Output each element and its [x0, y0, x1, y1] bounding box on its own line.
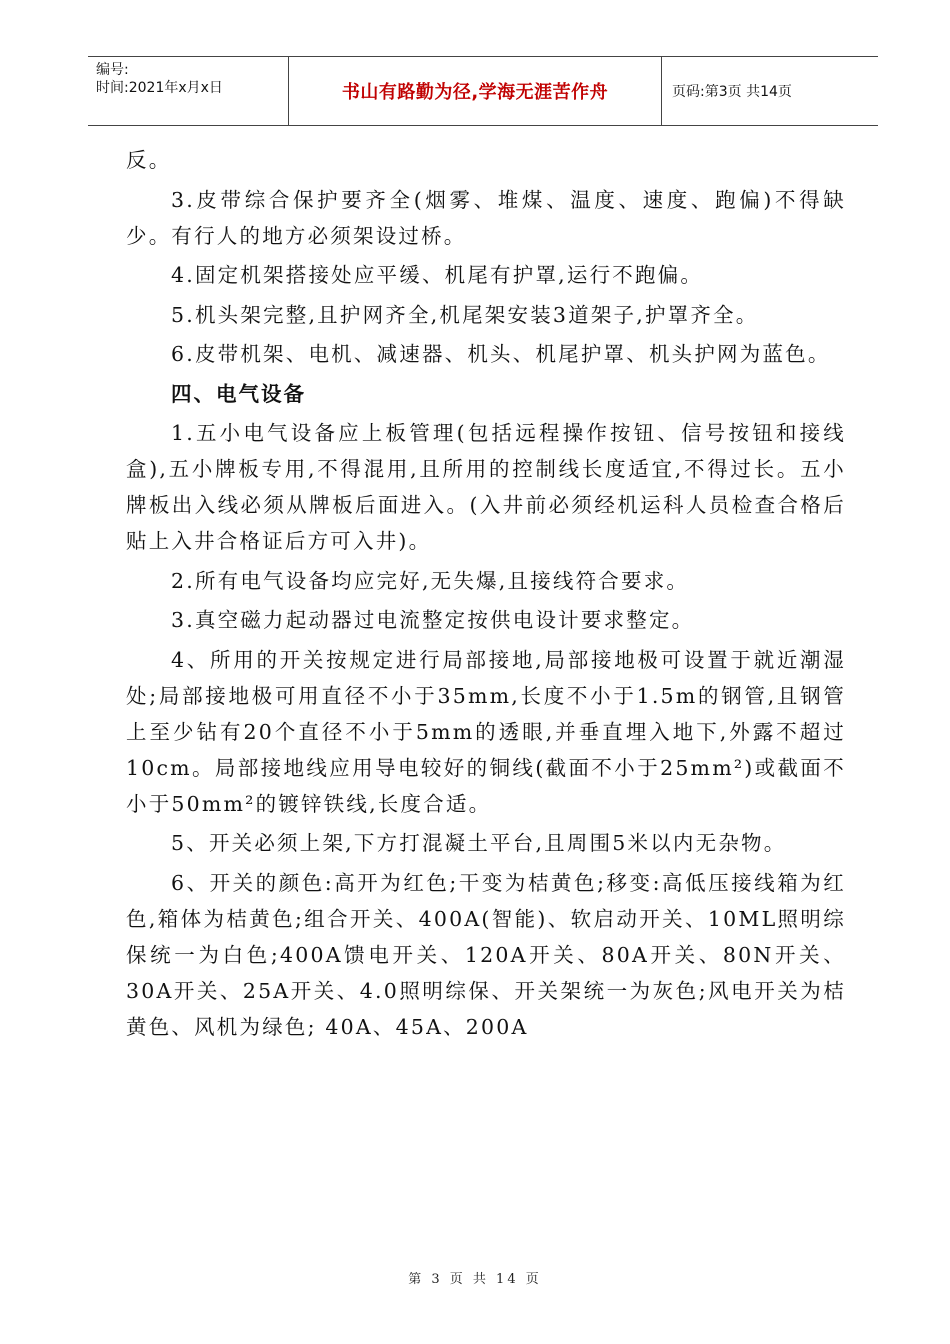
paragraph-continuation: 反。	[126, 148, 172, 172]
paragraph-electrical-2: 2.所有电气设备均应完好,无失爆,且接线符合要求。	[171, 568, 690, 593]
paragraph-electrical-3: 3.真空磁力起动器过电流整定按供电设计要求整定。	[171, 608, 695, 632]
document-body	[126, 142, 846, 1048]
paragraph-item-4: 4.固定机架搭接处应平缓、机尾有护罩,运行不跑偏。	[171, 263, 704, 287]
document-header	[88, 56, 878, 126]
document-time: 时间:2021年x月x日	[96, 80, 223, 96]
paragraph-electrical-6: 6、开关的颜色:高开为红色;干变为桔黄色;移变:高低压接线箱为红色,箱体为桔黄色;组合开关、400A(智能)、软启动开关、10ML照明综保统一为白色;400A馈电开关、120A开关、80A开关、80N开关、30A开关、25A开关、4.0照明综保、开关架统一为灰色;风电开关为桔黄色、风机为绿色; 40A、45A、200A	[126, 870, 846, 1039]
paragraph-item-6: 6.皮带机架、电机、减速器、机头、机尾护罩、机头护网为蓝色。	[171, 342, 831, 366]
paragraph-electrical-5: 5、开关必须上架,下方打混凝土平台,且周围5米以内无杂物。	[171, 831, 787, 855]
header-motto: 书山有路勤为径,学海无涯苦作舟	[341, 82, 609, 103]
header-meta-cell	[88, 57, 289, 125]
paragraph-electrical-4: 4、所用的开关按规定进行局部接地,局部接地极可设置于就近潮湿处;局部接地极可用直径不小于35mm,长度不小于1.5m的钢管,且钢管上至少钻有20个直径不小于5mm的透眼,并垂直埋入地下,外露不超过10cm。局部接地线应用导电较好的铜线(截面不小于25mm²)或截面不小于50mm²的镀锌铁线,长度合适。	[126, 647, 846, 816]
page-footer: 第 3 页 共 14 页	[408, 1272, 542, 1287]
paragraph-item-5: 5.机头架完整,且护网齐全,机尾架安装3道架子,护罩齐全。	[171, 302, 759, 327]
section-heading: 四、电气设备	[171, 381, 306, 406]
header-page-cell	[662, 57, 878, 125]
paragraph-electrical-1: 1.五小电气设备应上板管理(包括远程操作按钮、信号按钮和接线盒),五小牌板专用,不得混用,且所用的控制线长度适宜,不得过长。五小牌板出入线必须从牌板后面进入。(入井前必须经机运科人员检查合格后贴上入井合格证后方可入井)。	[126, 421, 846, 553]
header-page-info: 页码:第3页 共14页	[672, 84, 792, 100]
document-number-label: 编号:	[96, 62, 129, 78]
header-motto-cell	[289, 57, 662, 125]
paragraph-item-3: 3.皮带综合保护要齐全(烟雾、堆煤、温度、速度、跑偏)不得缺少。有行人的地方必须架设过桥。	[126, 187, 846, 248]
